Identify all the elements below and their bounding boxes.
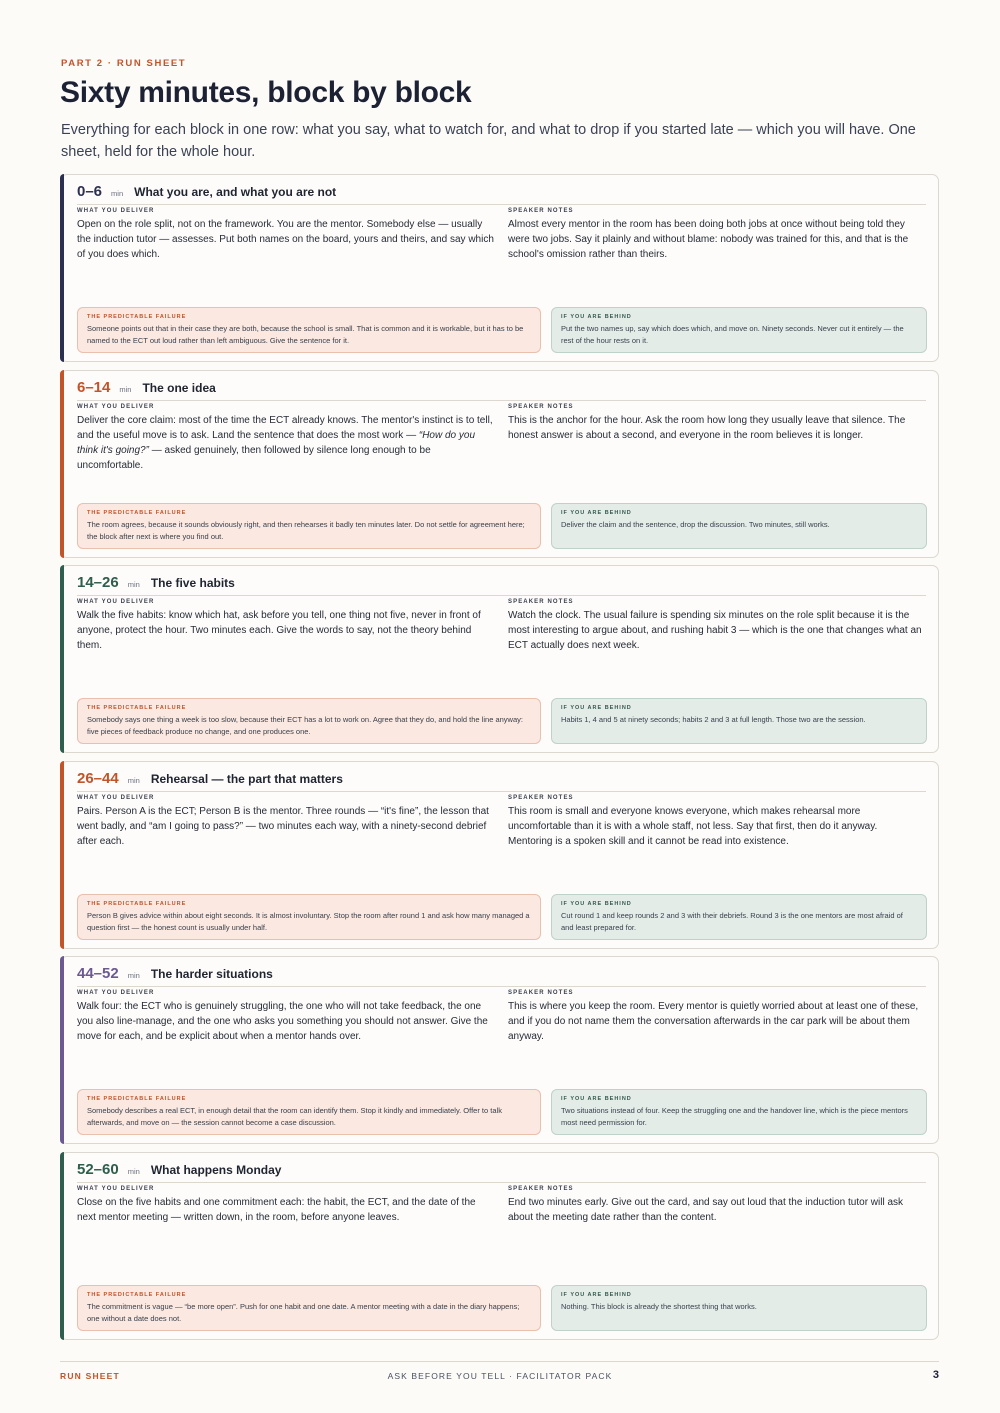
block-time: 44–52 [77,965,119,982]
deliver-text: Pairs. Person A is the ECT; Person B is the mentor. Three rounds — “it's fine”, the lesson that went badly, and “am I going to pass?” — two minutes each way, with a ninety-second debrief after each. [77,805,489,847]
behind-label: IF YOU ARE BEHIND [561,1096,632,1102]
footer-divider [60,1361,939,1362]
notes-column [508,990,923,1044]
intro-paragraph: Everything for each block in one row: what you say, what to watch for, and what to drop if you started late — which you will have. One sheet, held for the whole hour. [61,122,916,160]
block-52-60 [60,1152,939,1340]
notes-label: SPEAKER NOTES [508,403,574,410]
deliver-text-part: Deliver the core claim: most of the time the ECT already knows. The mentor's instinct is to tell, and the useful move is to ask. Land the sentence that does the most work — [77,414,493,441]
notes-text: This is the anchor for the hour. Ask the room how long they usually leave that silence. The honest answer is about a second, and everyone in the room believes it is longer. [508,414,906,441]
min-label: min [127,1166,140,1176]
notes-column [508,795,923,849]
block-14-26 [60,565,939,753]
if-behind-box [551,1089,927,1135]
failure-text: Somebody describes a real ECT, in enough detail that the room can identify them. Stop it kindly and immediately. Offer to talk afterwards, and move on — the session cannot become a case discussion. [87,1106,502,1127]
block-accent-bar [60,1152,64,1340]
predictable-failure-box [77,894,541,940]
block-time: 26–44 [77,769,119,787]
run-sheet-blocks [60,174,939,1347]
notes-column [508,404,923,443]
failure-label: THE PREDICTABLE FAILURE [87,1096,187,1102]
block-6-14 [60,370,939,558]
behind-text: Nothing. This block is already the shortest thing that works. [561,1301,757,1311]
deliver-text: Close on the five habits and one commitment each: the habit, the ECT, and the date of the next mentor meeting — written down, in the room, before anyone leaves. [77,1196,476,1223]
block-title: What you are, and what you are not [134,185,337,199]
predictable-failure-box [77,503,541,549]
predictable-failure-box [77,698,541,744]
block-title: Rehearsal — the part that matters [150,771,343,786]
block-header [77,574,235,591]
block-header [77,379,216,396]
deliver-label: WHAT YOU DELIVER [77,990,155,996]
block-header [77,770,343,787]
failure-label: THE PREDICTABLE FAILURE [87,705,187,711]
page-number: 3 [932,1369,939,1381]
failure-text: Person B gives advice within about eight seconds. It is almost involuntary. Stop the room after round 1 and ask how many managed a question first — the honest count is usually under half. [87,910,530,932]
if-behind-box [551,307,927,353]
block-header [77,183,336,200]
block-header [77,1161,281,1178]
failure-text: Somebody says one thing a week is too slow, because their ECT has a lot to work on. Agree that they do, and hold the line anyway: five pieces of feedback produce no change, and one produces one. [87,715,523,736]
block-header [77,965,273,982]
behind-text: Put the two names up, say which does which, and move on. Ninety seconds. Never cut it entirely — the rest of the hour rests on it. [561,324,904,345]
behind-text: Cut round 1 and keep rounds 2 and 3 with their debriefs. Round 3 is the one mentors are most afraid of and least prepared for. [561,910,903,932]
min-label: min [111,189,124,198]
deliver-text: Open on the role split, not on the framework. You are the mentor. Somebody else — usually the induction tutor — assesses. Put both names on the board, yours and theirs, and say which of you does which. [77,219,494,260]
block-time: 0–6 [77,183,103,200]
failure-label: THE PREDICTABLE FAILURE [87,509,187,516]
deliver-label: WHAT YOU DELIVER [77,1185,155,1192]
predictable-failure-box [77,1285,541,1331]
min-label: min [127,580,140,589]
failure-label: THE PREDICTABLE FAILURE [87,1291,187,1298]
deliver-column [77,599,497,653]
block-title: The one idea [142,380,216,395]
block-0-6 [60,174,939,362]
behind-label: IF YOU ARE BEHIND [561,900,632,907]
deliver-column [77,404,497,473]
notes-column [508,599,923,653]
min-label: min [119,384,132,394]
notes-text: Watch the clock. The usual failure is spending six minutes on the role split because it is the most interesting to argue about, and rushing habit 3 — which is the one that changes what an ECT actually does next week. [508,610,922,651]
failure-text: The room agrees, because it sounds obviously right, and then rehearses it badly ten minutes later. Do not settle for agreement here; the block after next is where you find out. [87,519,525,541]
block-accent-bar [60,174,64,362]
notes-text: End two minutes early. Give out the card, and say out loud that the induction tutor will ask about the meeting date rather than the content. [508,1196,904,1223]
deliver-label: WHAT YOU DELIVER [77,403,155,410]
notes-label: SPEAKER NOTES [508,1185,574,1192]
notes-label: SPEAKER NOTES [508,990,574,996]
deliver-column [77,990,497,1044]
if-behind-box [551,1285,927,1331]
block-26-44 [60,761,939,949]
notes-column [508,1186,923,1225]
behind-label: IF YOU ARE BEHIND [561,314,632,320]
behind-label: IF YOU ARE BEHIND [561,705,632,711]
deliver-column [77,795,497,849]
behind-text: Habits 1, 4 and 5 at ninety seconds; habits 2 and 3 at full length. Those two are the session. [561,715,866,724]
notes-text: Almost every mentor in the room has been doing both jobs at once without being told they were two jobs. Say it plainly and without blame: nobody was trained for this, and that is the school's omission rather than theirs. [508,219,909,260]
block-44-52 [60,956,939,1144]
notes-text: This room is small and everyone knows everyone, which makes rehearsal more uncomfortable than it is with a whole staff, not less. Say that first, then do it anyway. Mentoring is a spoken skill and it cannot be read into existence. [508,805,878,847]
block-time: 52–60 [77,1160,119,1178]
block-divider [77,1182,926,1183]
block-accent-bar [60,956,64,1144]
behind-label: IF YOU ARE BEHIND [561,1291,632,1298]
notes-column [508,208,923,262]
block-divider [77,595,926,596]
block-title: The five habits [150,576,235,590]
deliver-label: WHAT YOU DELIVER [77,794,155,801]
notes-label: SPEAKER NOTES [508,794,574,801]
notes-label: SPEAKER NOTES [508,208,574,214]
deliver-text: Walk the five habits: know which hat, ask before you tell, one thing not five, never in front of anyone, protect the hour. Two minutes each. Give the words to say, not the theory behind them. [77,610,481,651]
predictable-failure-box [77,1089,541,1135]
failure-label: THE PREDICTABLE FAILURE [87,900,187,907]
footer-pack-title: ASK BEFORE YOU TELL · FACILITATOR PACK [387,1371,613,1381]
block-divider [77,791,926,792]
deliver-text [77,413,497,473]
block-title: What happens Monday [150,1162,282,1177]
deliver-label: WHAT YOU DELIVER [77,208,155,214]
behind-label: IF YOU ARE BEHIND [561,509,632,516]
block-time: 14–26 [77,574,119,591]
deliver-quote: “How do you think it's going?” [77,429,476,456]
page-title: Sixty minutes, block by block [60,76,472,109]
deliver-column [77,208,497,262]
deliver-text-part: — asked genuinely, then followed by silence long enough to be uncomfortable. [77,444,431,471]
block-time: 6–14 [77,378,111,396]
block-accent-bar [60,761,64,949]
behind-text: Deliver the claim and the sentence, drop the discussion. Two minutes, still works. [561,519,830,529]
block-title: The harder situations [150,967,273,981]
min-label: min [127,971,140,980]
if-behind-box [551,503,927,549]
footer-section-label: RUN SHEET [60,1371,120,1381]
block-accent-bar [60,565,64,753]
notes-label: SPEAKER NOTES [508,599,574,605]
if-behind-box [551,698,927,744]
block-accent-bar [60,370,64,558]
failure-label: THE PREDICTABLE FAILURE [87,314,187,320]
behind-text: Two situations instead of four. Keep the struggling one and the handover line, which is the piece mentors most need permission for. [561,1106,908,1127]
block-divider [77,204,926,205]
predictable-failure-box [77,307,541,353]
min-label: min [127,775,140,785]
block-divider [77,986,926,987]
section-kicker: PART 2 · RUN SHEET [61,58,187,69]
failure-text: The commitment is vague — “be more open”. Push for one habit and one date. A mentor meeting with a date in the diary happens; one without a date does not. [87,1301,520,1323]
block-divider [77,400,926,401]
notes-text: This is where you keep the room. Every mentor is quietly worried about at least one of these, and if you do not name them the conversation afterwards in the car park will be about them anyway. [508,1001,919,1042]
deliver-label: WHAT YOU DELIVER [77,599,155,605]
failure-text: Someone points out that in their case they are both, because the school is small. That is common and it is workable, but it has to be named to the ECT out loud rather than left ambiguous. Give the sentence for it. [87,324,524,345]
if-behind-box [551,894,927,940]
deliver-column [77,1186,497,1225]
deliver-text: Walk four: the ECT who is genuinely struggling, the one who will not take feedback, the one you also line-manage, and the one who asks you something you should not answer. Give the move for each, and be explicit about when a mentor hands over. [77,1001,488,1042]
